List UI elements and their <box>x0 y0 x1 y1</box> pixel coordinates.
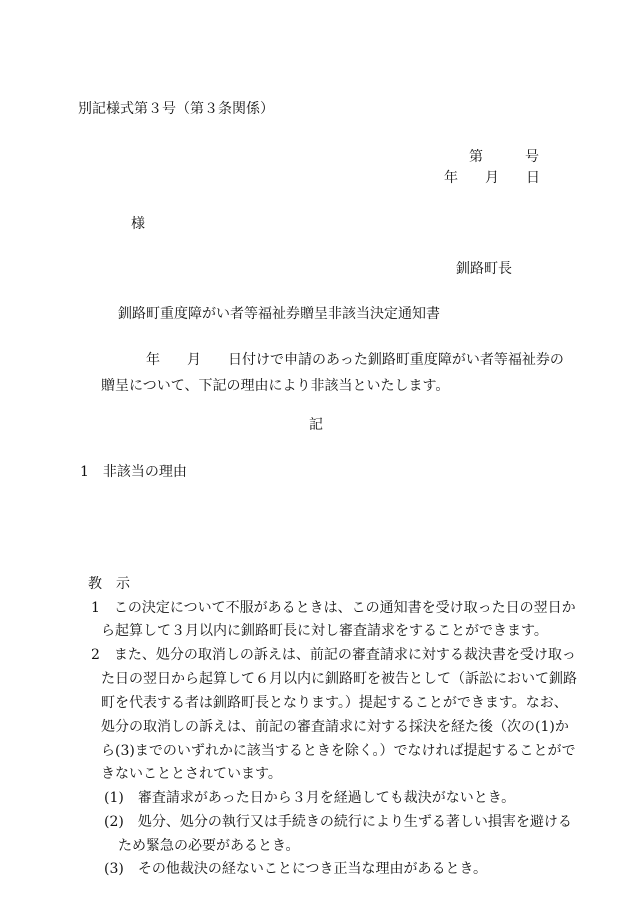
body-text <box>101 347 564 399</box>
addressee-suffix: 様 <box>131 216 145 232</box>
doc-number <box>469 147 539 167</box>
notice-line: 1 この決定について不服があるときは、この通知書を受け取った日の翌日か <box>91 600 576 616</box>
doc-date <box>444 168 540 188</box>
doc-date-year: 年 <box>444 170 458 186</box>
reason-number: 1 <box>80 464 89 480</box>
form-label: 別記様式第３号（第３条関係） <box>78 101 274 117</box>
body-month: 月 <box>187 352 201 368</box>
doc-number-suffix: 号 <box>525 149 539 165</box>
reason-label: 非該当の理由 <box>102 464 187 480</box>
notice-line: ら起算して３月以内に釧路町長に対し審査請求をすることができます。 <box>101 623 548 639</box>
notice-line: ら(3)までのいずれかに該当するときを除く。）でなければ提起することがで <box>101 743 576 759</box>
doc-number-prefix: 第 <box>469 149 483 165</box>
notice-line: 処分の取消しの訴えは、前記の審査請求に対する採決を経た後（次の(1)か <box>101 719 569 735</box>
doc-date-day: 日 <box>526 170 540 186</box>
doc-date-month: 月 <box>485 170 499 186</box>
body-line-1 <box>101 347 564 373</box>
notice-subitem: (3) その他裁決の経ないことにつき正当な理由があるとき。 <box>104 861 487 877</box>
ki-heading: 記 <box>309 417 323 433</box>
notice-subitem: (2) 処分、処分の執行又は手続きの続行により生ずる著しい損害を避ける <box>104 814 572 830</box>
notice-line: た日の翌日から起算して６月以内に釧路町を被告として（訴訟において釧路 <box>101 671 577 687</box>
body-year: 年 <box>146 352 160 368</box>
notice-section <box>0 572 630 877</box>
body-line-1-rest: 日付けで申請のあった釧路町重度障がい者等福祉券の <box>228 352 564 368</box>
notice-line: 2 また、処分の取消しの訴えは、前記の審査請求に対する裁決書を受け取っ <box>91 647 576 663</box>
reason-heading <box>80 462 187 482</box>
notice-heading: 教 示 <box>88 576 130 592</box>
notice-subitem-cont: ため緊急の必要があるとき。 <box>118 838 300 854</box>
body-line-2: 贈呈について、下記の理由により非該当といたします。 <box>101 378 450 394</box>
notice-subitem: (1) 審査請求があった日から３月を経過しても裁決がないとき。 <box>104 790 516 806</box>
sender-name: 釧路町長 <box>456 261 512 277</box>
notice-line: 町を代表する者は釧路町長となります。）提起することができます。なお、 <box>101 695 568 711</box>
document-title: 釧路町重度障がい者等福祉券贈呈非該当決定通知書 <box>118 306 440 322</box>
notice-line: きないこととされています。 <box>101 766 282 782</box>
